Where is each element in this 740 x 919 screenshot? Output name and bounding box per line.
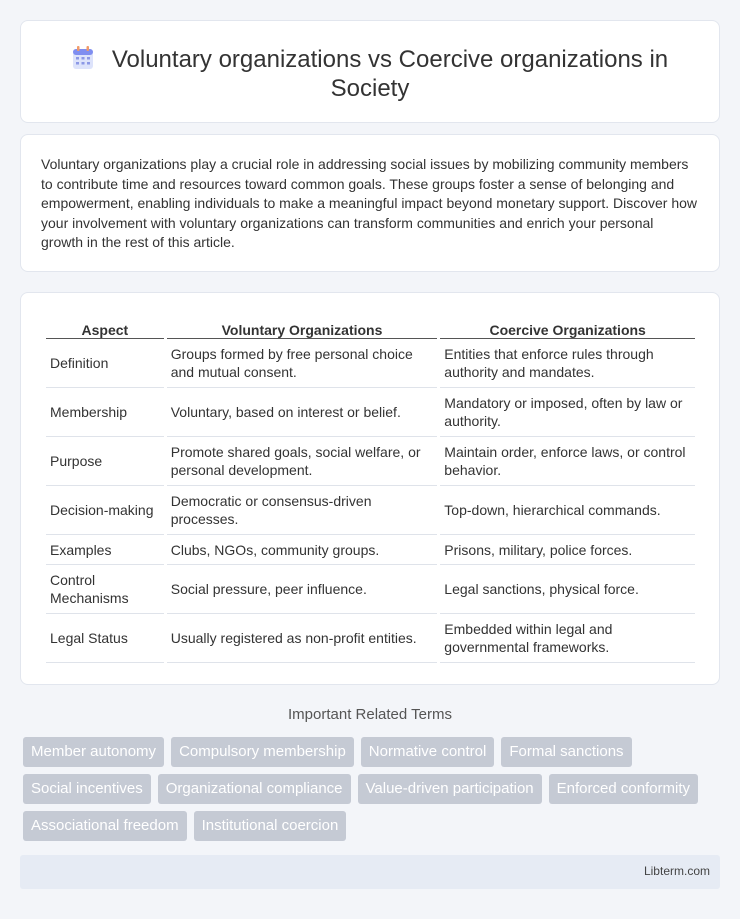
row-aspect: Control Mechanisms	[46, 565, 164, 614]
table-row	[46, 614, 695, 663]
row-voluntary: Democratic or consensus-driven processes.	[167, 486, 438, 535]
calendar-grid-icon	[72, 46, 94, 70]
comparison-table-card	[20, 292, 720, 685]
related-terms-heading: Important Related Terms	[288, 706, 452, 723]
column-header-aspect: Aspect	[46, 315, 164, 339]
row-aspect: Legal Status	[46, 614, 164, 663]
footer-site-link[interactable]: Libterm.com	[643, 864, 710, 878]
table-row	[46, 388, 695, 437]
row-aspect: Examples	[46, 535, 164, 565]
table-row	[46, 486, 695, 535]
row-voluntary: Usually registered as non-profit entities.	[167, 614, 438, 663]
table-row	[46, 535, 695, 565]
row-aspect: Definition	[46, 339, 164, 388]
footer	[20, 855, 720, 889]
row-coercive: Embedded within legal and governmental frameworks.	[440, 614, 695, 663]
related-terms-list	[23, 737, 717, 841]
comparison-table	[43, 315, 698, 663]
related-term-tag[interactable]: Associational freedom	[23, 811, 187, 841]
row-voluntary: Groups formed by free personal choice and mutual consent.	[167, 339, 438, 388]
table-row	[46, 437, 695, 486]
table-header-row	[46, 315, 695, 339]
table-row	[46, 565, 695, 614]
row-aspect: Decision-making	[46, 486, 164, 535]
related-term-tag[interactable]: Compulsory membership	[171, 737, 354, 767]
row-voluntary: Clubs, NGOs, community groups.	[167, 535, 438, 565]
related-term-tag[interactable]: Normative control	[361, 737, 495, 767]
row-coercive: Mandatory or imposed, often by law or authority.	[440, 388, 695, 437]
row-aspect: Purpose	[46, 437, 164, 486]
column-header-coercive: Coercive Organizations	[440, 315, 695, 339]
related-term-tag[interactable]: Social incentives	[23, 774, 151, 804]
row-coercive: Prisons, military, police forces.	[440, 535, 695, 565]
related-term-tag[interactable]: Formal sanctions	[501, 737, 631, 767]
column-header-voluntary: Voluntary Organizations	[167, 315, 438, 339]
row-coercive: Legal sanctions, physical force.	[440, 565, 695, 614]
row-voluntary: Voluntary, based on interest or belief.	[167, 388, 438, 437]
page-title: Voluntary organizations vs Coercive organizations in Society	[111, 46, 669, 102]
related-term-tag[interactable]: Institutional coercion	[194, 811, 347, 841]
title-card	[20, 20, 720, 123]
related-term-tag[interactable]: Organizational compliance	[158, 774, 351, 804]
row-aspect: Membership	[46, 388, 164, 437]
related-term-tag[interactable]: Value-driven participation	[358, 774, 542, 804]
related-term-tag[interactable]: Enforced conformity	[549, 774, 698, 804]
row-coercive: Maintain order, enforce laws, or control behavior.	[440, 437, 695, 486]
related-term-tag[interactable]: Member autonomy	[23, 737, 164, 767]
intro-card	[20, 134, 720, 272]
intro-paragraph: Voluntary organizations play a crucial role in addressing social issues by mobilizing community members to contribute time and resources toward common goals. These groups foster a sense of belonging and empowerment, enabling individuals to make a meaningful impact beyond monetary support. Discover how your involvement with voluntary organizations can transform communities and enrich your personal growth in the rest of this article.	[41, 156, 698, 251]
row-coercive: Entities that enforce rules through authority and mandates.	[440, 339, 695, 388]
table-row	[46, 339, 695, 388]
row-voluntary: Promote shared goals, social welfare, or personal development.	[167, 437, 438, 486]
row-coercive: Top-down, hierarchical commands.	[440, 486, 695, 535]
page-title-block	[61, 45, 679, 103]
row-voluntary: Social pressure, peer influence.	[167, 565, 438, 614]
